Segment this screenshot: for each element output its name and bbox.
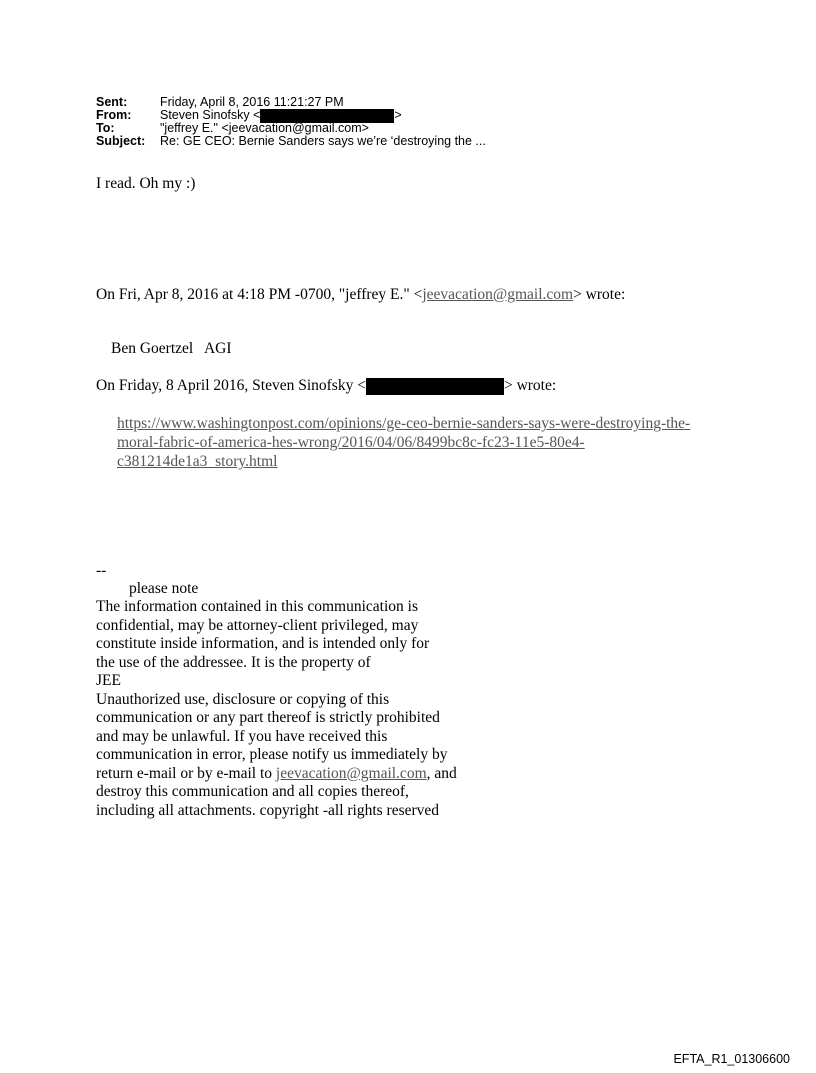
notice-line: including all attachments. copyright -all rights reserved — [96, 801, 440, 819]
quote1-email-link[interactable]: jeevacation@gmail.com — [422, 286, 574, 303]
sent-value: Friday, April 8, 2016 11:21:27 PM — [160, 95, 344, 109]
quote2-suffix: > wrote: — [503, 377, 557, 394]
notice-line-email — [96, 765, 457, 784]
email-line-suffix: , and — [426, 764, 457, 782]
notice-line: constitute inside information, and is intended only for — [96, 635, 430, 652]
sent-row — [96, 96, 486, 109]
subject-row — [96, 135, 486, 148]
quote2-prefix: On Friday, 8 April 2016, Steven Sinofsky < — [96, 377, 366, 394]
mid-line: Ben Goertzel AGI — [111, 340, 232, 357]
to-label: To: — [96, 121, 115, 135]
to-value: "jeffrey E." <jeevacation@gmail.com> — [160, 121, 369, 135]
sent-label: Sent: — [96, 95, 128, 109]
quote1-suffix: > wrote: — [573, 286, 626, 303]
notice-line: Unauthorized use, disclosure or copying of this — [96, 690, 390, 708]
from-label: From: — [96, 108, 132, 122]
subject-label: Subject: — [96, 134, 146, 148]
quote-attribution-1 — [96, 286, 625, 304]
notice-line: destroy this communication and all copies thereof, — [96, 783, 409, 800]
url-line[interactable]: https://www.washingtonpost.com/opinions/ge-ceo-bernie-sanders-says-were-destroying-the- — [117, 415, 691, 432]
notice-line: communication in error, please notify us immediately by — [96, 746, 448, 763]
quote1-prefix: On Fri, Apr 8, 2016 at 4:18 PM -0700, "jeffrey E." < — [96, 286, 423, 303]
notice-line: the use of the addressee. It is the property of — [96, 653, 371, 671]
notice-line: confidential, may be attorney-client privileged, may — [96, 616, 419, 634]
confidentiality-notice — [96, 598, 457, 820]
reply-text: I read. Oh my :) — [96, 175, 196, 192]
from-value-prefix: Steven Sinofsky < — [160, 108, 261, 122]
quote-attribution-2 — [96, 377, 556, 395]
document-id: EFTA_R1_01306600 — [673, 1052, 790, 1066]
article-link[interactable] — [117, 414, 690, 471]
subject-value: Re: GE CEO: Bernie Sanders says we’re ‘destroying the ... — [160, 134, 486, 148]
notice-line: The information contained in this communication is — [96, 598, 418, 615]
notice-email-link[interactable]: jeevacation@gmail.com — [275, 764, 427, 782]
notice-line: communication or any part thereof is strictly prohibited — [96, 709, 440, 726]
url-line[interactable]: moral-fabric-of-america-hes-wrong/2016/04/06/8499bc8c-fc23-11e5-80e4- — [117, 434, 585, 451]
email-header — [96, 96, 486, 148]
notice-line: and may be unlawful. If you have received this — [96, 727, 388, 745]
notice-line: JEE — [96, 672, 121, 689]
signature-dashes: -- — [96, 562, 107, 579]
email-line-prefix: return e-mail or by e-mail to — [96, 764, 276, 782]
redaction-box — [366, 378, 504, 395]
signature-note: please note — [129, 580, 199, 597]
from-value-suffix: > — [394, 108, 402, 122]
url-line[interactable]: c381214de1a3_story.html — [117, 453, 278, 470]
